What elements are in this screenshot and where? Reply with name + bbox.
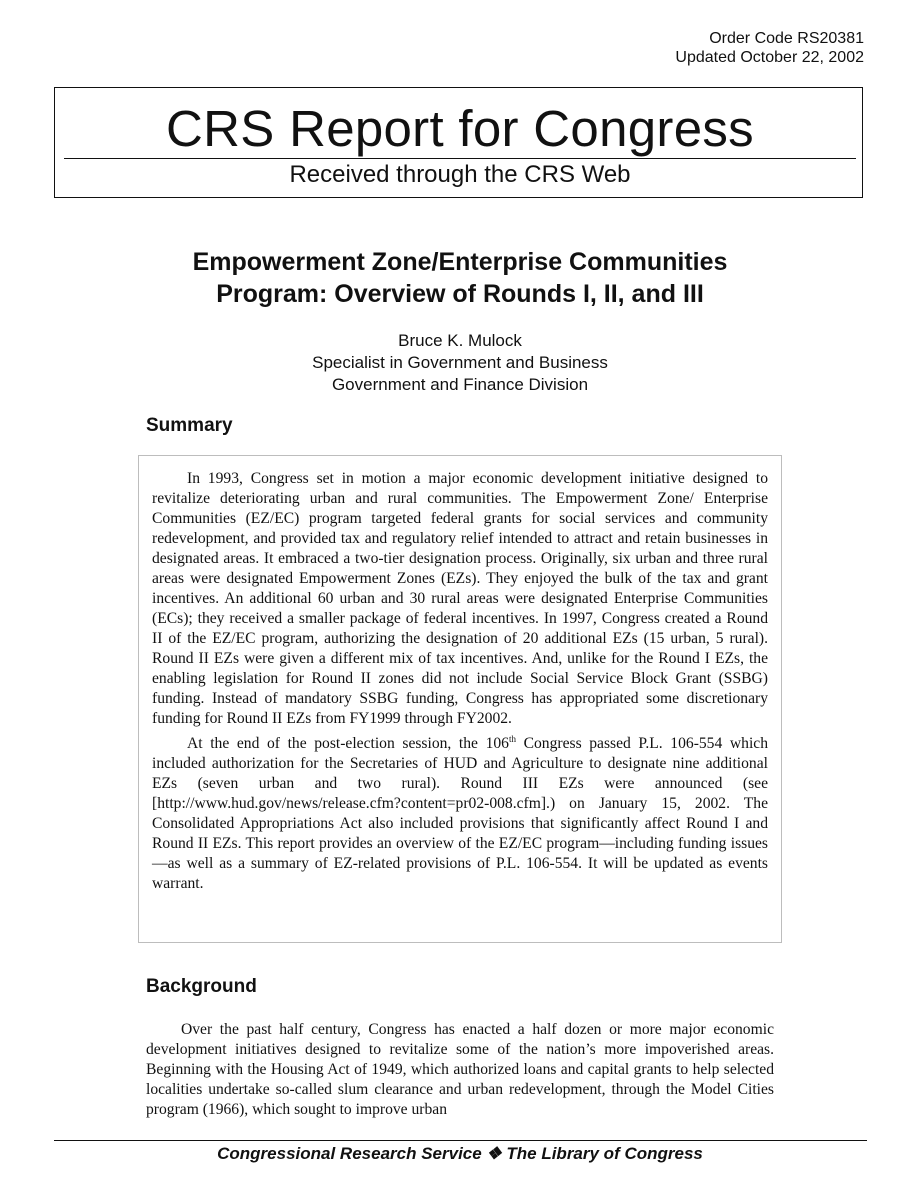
background-paragraph-1: Over the past half century, Congress has enacted a half dozen or more major economic development initiatives designed to revitalize some of the nation’s more impoverished areas. Beginning with the Housing Act of 1949, which authorized loans and capital grants to help selected localities undertake so-called slum clearance and urban redevelopment, through the Model Cities program (1966), which sought to improve urban	[146, 1021, 774, 1118]
order-code: Order Code RS20381	[709, 30, 864, 47]
ordinal-superscript: th	[508, 733, 516, 744]
background-body	[146, 1020, 774, 1120]
summary-heading: Summary	[146, 415, 233, 436]
banner-subtitle: Received through the CRS Web	[289, 161, 631, 188]
summary-paragraph-2	[152, 734, 768, 894]
report-title	[100, 246, 820, 310]
footer-divider	[54, 1140, 867, 1141]
summary-paragraph-2-rest: Congress passed P.L. 106-554 which included authorization for the Secretaries of HUD and Agriculture to designate nine additional EZs (seven urban and two rural). Round III EZs were announced (see [http://www.hud.gov/news/release.cfm?content=pr02-008.cfm].) on January 15, 2002. The Consolidated Appropriations Act also included provisions that significantly affect Round I and Round II EZs. This report provides an overview of the EZ/EC program—including funding issues—as well as a summary of EZ-related provisions of P.L. 106-554. It will be updated as events warrant.	[152, 735, 768, 892]
author-division: Government and Finance Division	[331, 375, 589, 394]
background-heading: Background	[146, 976, 257, 997]
author-name: Bruce K. Mulock	[398, 331, 522, 350]
banner-title: CRS Report for Congress	[166, 100, 754, 157]
report-title-line-2: Program: Overview of Rounds I, II, and III	[216, 280, 704, 308]
order-code-block	[675, 29, 864, 67]
report-title-line-1: Empowerment Zone/Enterprise Communities	[192, 248, 728, 276]
author-block	[0, 330, 920, 396]
summary-paragraph-2-start: At the end of the post-election session, the 106	[187, 735, 509, 752]
updated-date: Updated October 22, 2002	[675, 49, 864, 66]
summary-paragraph-1: In 1993, Congress set in motion a major economic development initiative designed to revitalize deteriorating urban and rural communities. The Empowerment Zone/ Enterprise Communities (EZ/EC) program targeted federal grants for social services and community redevelopment, and provided tax and regulatory relief intended to attract and retain businesses in designated areas. It embraced a two-tier designation process. Originally, six urban and three rural areas were designated Empowerment Zones (EZs). They enjoyed the bulk of the tax and grant incentives. An additional 60 urban and 30 rural areas were designated Enterprise Communities (ECs); they received a smaller package of federal incentives. In 1997, Congress created a Round II of the EZ/EC program, authorizing the designation of 20 additional EZs (15 urban, 5 rural). Round II EZs were given a different mix of tax incentives. And, unlike for the Round I EZs, the enabling legislation for Round II zones did not include Social Service Block Grant (SSBG) funding. Instead of mandatory SSBG funding, Congress has appropriated some discretionary funding for Round II EZs from FY1999 through FY2002.	[152, 470, 768, 727]
author-role: Specialist in Government and Business	[312, 353, 608, 372]
banner-divider	[64, 158, 856, 159]
summary-box	[138, 455, 782, 943]
footer-text: Congressional Research Service ❖ The Library of Congress	[217, 1144, 703, 1163]
